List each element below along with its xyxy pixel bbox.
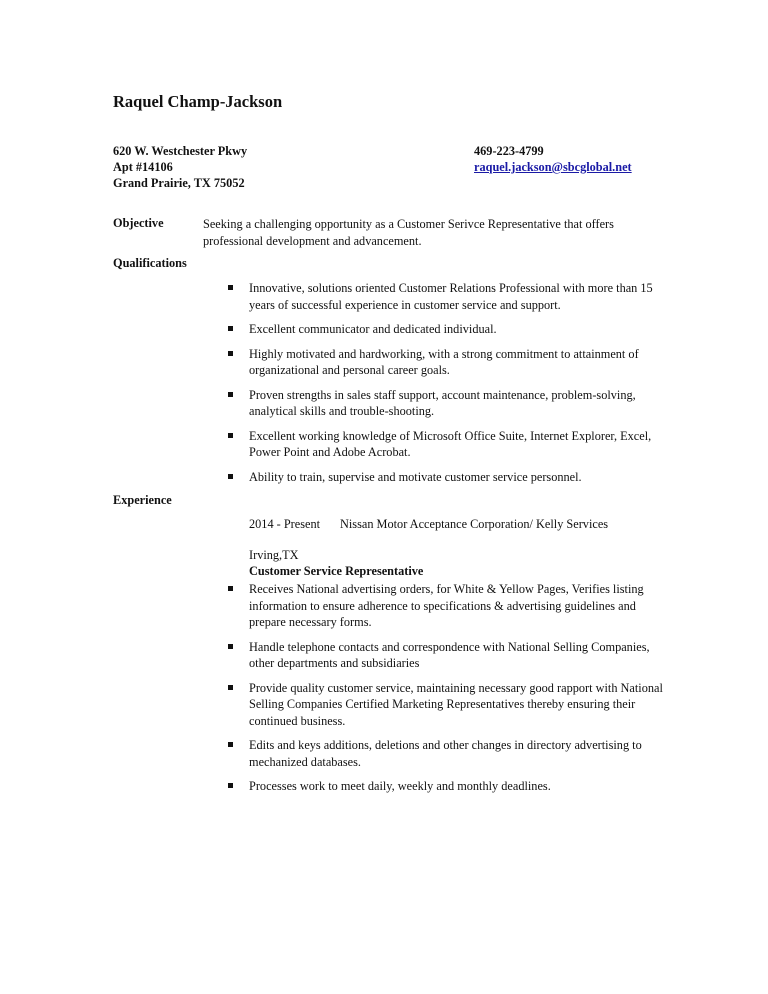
bullet-icon [228,433,233,438]
qualifications-list [226,280,666,493]
list-item: Excellent communicator and dedicated individual. [226,321,666,338]
bullet-icon [228,285,233,290]
list-item: Proven strengths in sales staff support, account maintenance, problem-solving, analytical skills and trouble-shooting. [226,387,666,420]
list-item: Handle telephone contacts and correspondence with National Selling Companies, other departments and subsidiaries [226,639,666,672]
phone-number: 469-223-4799 [474,144,544,158]
candidate-name: Raquel Champ-Jackson [113,92,283,111]
bullet-icon [228,685,233,690]
bullet-icon [228,392,233,397]
email-link[interactable]: raquel.jackson@sbcglobal.net [474,160,632,174]
objective-label: Objective [113,216,164,230]
bullet-icon [228,326,233,331]
experience-period: 2014 - Present [249,517,321,531]
list-item: Innovative, solutions oriented Customer Relations Professional with more than 15 years of successful experience in customer service and support. [226,280,666,313]
bullet-icon [228,586,233,591]
bullet-icon [228,351,233,356]
address-line-1: 620 W. Westchester Pkwy [113,144,248,158]
qualifications-label: Qualifications [113,256,187,270]
experience-label: Experience [113,493,172,507]
bullet-icon [228,783,233,788]
job-title: Customer Service Representative [249,564,424,578]
bullet-icon [228,742,233,747]
list-item: Ability to train, supervise and motivate customer service personnel. [226,469,666,486]
experience-duties-list [226,581,666,803]
experience-company: Nissan Motor Acceptance Corporation/ Kelly Services [340,517,609,531]
bullet-icon [228,644,233,649]
list-item: Excellent working knowledge of Microsoft Office Suite, Internet Explorer, Excel, Power Point and Adobe Acrobat. [226,428,666,461]
bullet-icon [228,474,233,479]
list-item: Highly motivated and hardworking, with a strong commitment to attainment of organizational and personal career goals. [226,346,666,379]
experience-location: Irving,TX [249,548,299,562]
list-item: Provide quality customer service, maintaining necessary good rapport with National Selling Companies Certified Marketing Representatives thereby ensuring their continued business. [226,680,666,730]
address-line-2: Apt #14106 [113,160,173,174]
address-line-3: Grand Prairie, TX 75052 [113,176,245,190]
list-item: Processes work to meet daily, weekly and monthly deadlines. [226,778,666,795]
list-item: Receives National advertising orders, for White & Yellow Pages, Verifies listing information to ensure adherence to specifications & advertising guidelines and prepare necessary forms. [226,581,666,631]
list-item: Edits and keys additions, deletions and other changes in directory advertising to mechanized databases. [226,737,666,770]
objective-text: Seeking a challenging opportunity as a Customer Serivce Representative that offers professional development and advancement. [203,217,614,248]
